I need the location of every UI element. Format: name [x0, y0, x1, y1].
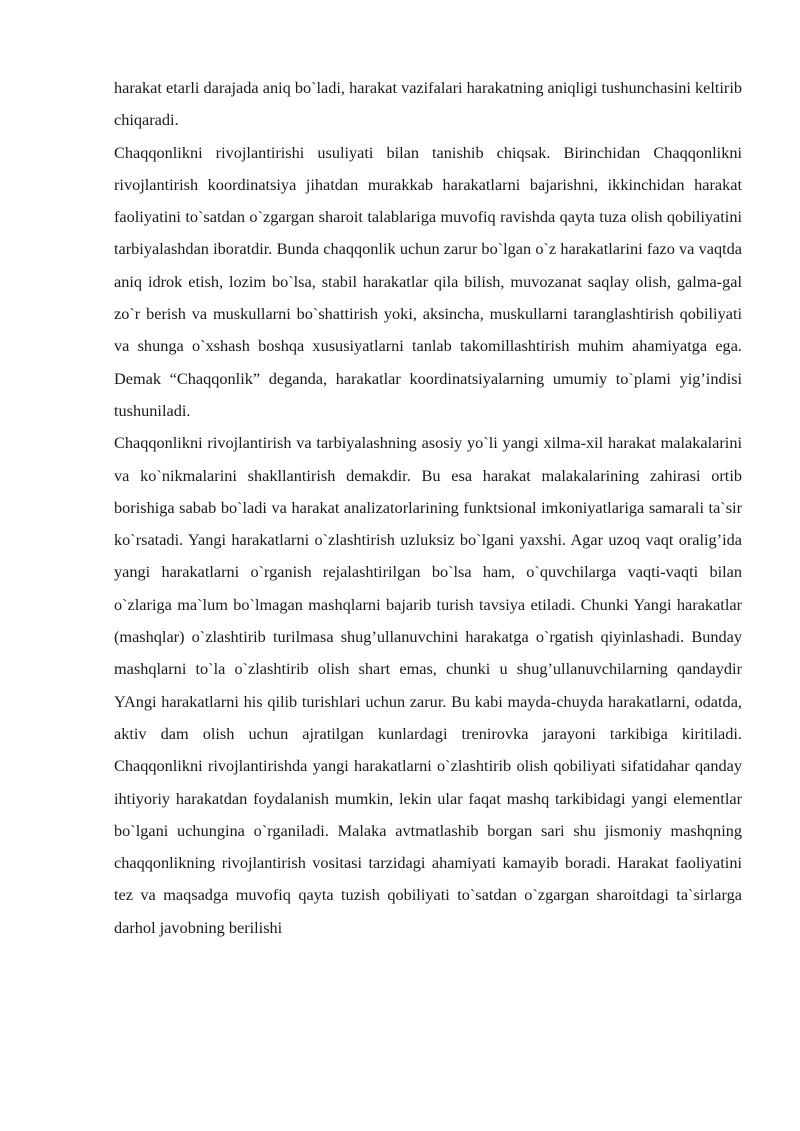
document-body: [114, 72, 742, 944]
paragraph-1: harakat etarli darajada aniq bo`ladi, harakat vazifalari harakatning aniqligi tushunchasini keltirib chiqaradi.: [114, 78, 742, 130]
paragraph-2: Chaqqonlikni rivojlantirishi usuliyati bilan tanishib chiqsak. Birinchidan Chaqqonlikni rivojlantirish koordinatsiya jihatdan murakkab harakatlarni bajarishni, ikkinchidan harakat faoliyatini to`satdan o`zgargan sharoit talablariga muvofiq ravishda qayta tuza olish qobiliyatini tarbiyalashdan iboratdir. Bunda chaqqonlik uchun zarur bo`lgan o`z harakatlarini fazo va vaqtda aniq idrok etish, lozim bo`lsa, stabil harakatlar qila bilish, muvozanat saqlay olish, galma-gal zo`r berish va muskullarni bo`shattirish yoki, aksincha, muskullarni taranglashtirish qobiliyati va shunga o`xshash boshqa xususiyatlarni tanlab takomillashtirish muhim ahamiyatga ega. Demak “Chaqqonlik” deganda, harakatlar koordinatsiyalarning umumiy to`plami yig’indisi tushuniladi.: [114, 142, 742, 420]
paragraph-3: Chaqqonlikni rivojlantirish va tarbiyalashning asosiy yo`li yangi xilma-xil harakat malakalarini va ko`nikmalarini shakllantirish demakdir. Bu esa harakat malakalarining zahirasi ortib borishiga sabab bo`ladi va harakat analizatorlarining funktsional imkoniyatlariga samarali ta`sir ko`rsatadi. Yangi harakatlarni o`zlashtirish uzluksiz bo`lgani yaxshi. Agar uzoq vaqt oralig’ida yangi harakatlarni o`rganish rejalashtirilgan bo`lsa ham, o`quvchilarga vaqti-vaqti bilan o`zlariga ma`lum bo`lmagan mashqlarni bajarib turish tavsiya etiladi. Chunki Yangi harakatlar (mashqlar) o`zlashtirib turilmasa shug’ullanuvchini harakatga o`rgatish qiyinlashadi. Bunday mashqlarni to`la o`zlashtirib olish shart emas, chunki u shug’ullanuvchilarning qandaydir YAngi harakatlarni his qilib turishlari uchun zarur. Bu kabi mayda-chuyda harakatlarni, odatda, aktiv dam olish uchun ajratilgan kunlardagi trenirovka jarayoni tarkibiga kiritiladi. Chaqqonlikni rivojlantirishda yangi harakatlarni o`zlashtirib olish qobiliyati sifatidahar qanday ihtiyoriy harakatdan foydalanish mumkin, lekin ular faqat mashq tarkibidagi yangi elementlar bo`lgani uchungina o`rganiladi. Malaka avtmatlashib borgan sari shu jismoniy mashqning chaqqonlikning rivojlantirish vositasi tarzidagi ahamiyati kamayib boradi. Harakat faoliyatini tez va maqsadga muvofiq qayta tuzish qobiliyati to`satdan o`zgargan sharoitdagi ta`sirlarga darhol javobning berilishi: [114, 433, 742, 937]
